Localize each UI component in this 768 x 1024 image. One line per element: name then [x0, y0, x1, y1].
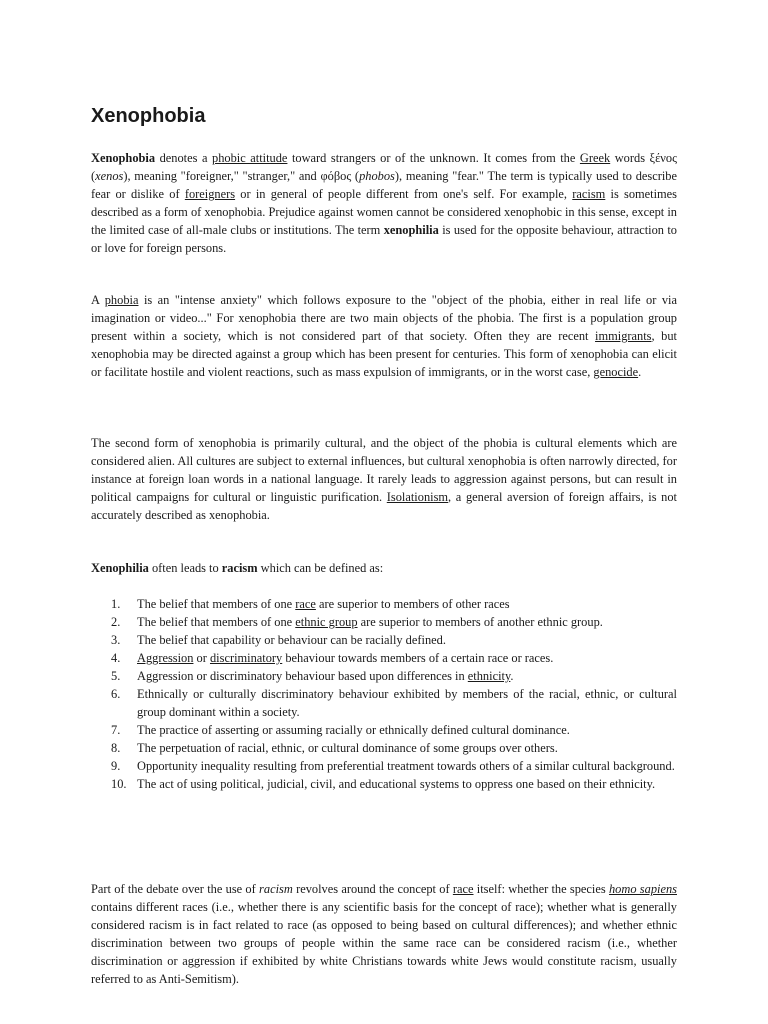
list-number: 7.	[111, 723, 121, 737]
list-number: 2.	[111, 615, 121, 629]
list-item	[91, 631, 677, 649]
text: A	[91, 293, 105, 307]
text: The second form of xenophobia is primarily cultural, and the object of the phobia is cultural elements which are considered alien. All cultures are subject to external influences, but cultural xenophobia is often narrowly directed, for instance at foreign loan words in a national language. It rarely leads to aggression against persons, but can result in political campaigns for cultural or linguistic purification.	[91, 436, 677, 504]
text: .	[510, 669, 514, 683]
term-xenophilia-2: Xenophilia	[91, 561, 149, 575]
text: are superior to members of other races	[315, 597, 510, 611]
text: is used for the opposite behaviour, attraction to or love for foreign persons.	[91, 223, 677, 255]
link-racism[interactable]: racism	[572, 187, 606, 201]
text: Ethnically or culturally discriminatory behaviour exhibited by members of the racial, ethnic, or cultural group dominant within a society.	[137, 687, 677, 719]
paragraph-definition	[91, 149, 677, 257]
list-number: 1.	[111, 597, 121, 611]
racism-definition-list	[91, 595, 677, 793]
text: Aggression or discriminatory behaviour based upon differences in	[137, 669, 468, 683]
term-phobos: phobos	[359, 169, 395, 183]
list-item	[91, 685, 677, 721]
link-race[interactable]: race	[295, 597, 316, 611]
text: denotes a	[155, 151, 213, 165]
page-title: Xenophobia	[91, 105, 206, 127]
link-discriminatory[interactable]: discriminatory	[209, 651, 283, 665]
list-item	[91, 757, 677, 775]
text: ), meaning "fear." The term is typically used to describe fear or dislike of	[91, 169, 678, 201]
list-number: 9.	[111, 759, 121, 773]
link-foreigners[interactable]: foreigners	[184, 187, 236, 201]
list-number: 8.	[111, 741, 121, 755]
link-ethnicity[interactable]: ethnicity	[467, 669, 511, 683]
link-phobic-attitude[interactable]: phobic attitude	[212, 151, 288, 165]
paragraph-race-debate	[91, 880, 677, 988]
link-phobia[interactable]: phobia	[104, 293, 139, 307]
link-homo-sapiens[interactable]	[609, 882, 677, 896]
text: often leads to	[148, 561, 222, 575]
list-item	[91, 649, 677, 667]
text: The perpetuation of racial, ethnic, or cultural dominance of some groups over others.	[137, 741, 558, 755]
list-number: 6.	[111, 687, 121, 701]
link-immigrants[interactable]: immigrants	[595, 329, 652, 343]
text: , a general aversion of foreign affairs, is not accurately described as xenophobia.	[91, 490, 677, 522]
link-ethnic-group[interactable]: ethnic group	[295, 615, 358, 629]
term-homo-sapiens: homo sapiens	[608, 882, 677, 896]
link-race-2[interactable]: race	[452, 882, 474, 896]
text: behaviour towards members of a certain race or races.	[282, 651, 554, 665]
list-number: 10.	[111, 777, 127, 791]
list-item	[91, 667, 677, 685]
link-genocide[interactable]: genocide	[593, 365, 639, 379]
list-item	[91, 721, 677, 739]
text: , but xenophobia may be directed against a group which has been present for centuries. This form of xenophobia can elicit or facilitate hostile and violent reactions, such as mass expulsion of immigrants, or in the worst case,	[91, 329, 678, 379]
text: The act of using political, judicial, civil, and educational systems to oppress one based on their ethnicity.	[137, 777, 656, 791]
text: The belief that members of one	[137, 597, 296, 611]
text: or	[193, 651, 210, 665]
list-number: 3.	[111, 633, 121, 647]
list-item	[91, 739, 677, 757]
text: The belief that capability or behaviour can be racially defined.	[137, 633, 446, 647]
text: is an "intense anxiety" which follows exposure to the "object of the phobia, either in real life or via imagination or video..." For xenophobia there are two main objects of the phobia. The first is a population group present within a society, which is not considered part of that society. Often they are recent	[91, 293, 677, 343]
text: or in general of people different from one's self. For example,	[235, 187, 573, 201]
text: ), meaning "foreigner," "stranger," and φόβος (	[123, 169, 360, 183]
list-number: 4.	[111, 651, 121, 665]
text: Part of the debate over the use of	[91, 882, 260, 896]
term-racism-italic: racism	[259, 882, 293, 896]
text: The practice of asserting or assuming racially or ethnically defined cultural dominance.	[137, 723, 570, 737]
paragraph-racism-intro	[91, 559, 677, 577]
term-xenophilia: xenophilia	[383, 223, 439, 237]
text: The belief that members of one	[137, 615, 296, 629]
text: are superior to members of another ethnic group.	[357, 615, 603, 629]
text: itself: whether the species	[473, 882, 609, 896]
text: contains different races (i.e., whether there is any scientific basis for the concept of race); whether what is generally considered racism is in fact related to race (as opposed to being based on cultural differences); and whether ethnic discrimination between two groups of people within the same race can be considered racism (i.e., whether discrimination or aggression if exhibited by white Christians towards white Jews would constitute racism, usually referred to as Anti-Semitism).	[91, 900, 677, 986]
paragraph-cultural	[91, 434, 677, 524]
text: which can be defined as:	[257, 561, 384, 575]
text: Opportunity inequality resulting from preferential treatment towards others of a similar cultural background.	[137, 759, 675, 773]
list-number: 5.	[111, 669, 121, 683]
term-xenophobia: Xenophobia	[91, 151, 156, 165]
text: words ξένος (	[91, 151, 677, 183]
paragraph-phobia	[91, 291, 677, 381]
text: toward strangers or of the unknown. It comes from the	[287, 151, 580, 165]
list-item	[91, 775, 677, 793]
link-isolationism[interactable]: Isolationism	[386, 490, 449, 504]
list-item	[91, 595, 677, 613]
link-aggression[interactable]: Aggression	[137, 651, 194, 665]
text: is sometimes described as a form of xenophobia. Prejudice against women cannot be considered xenophobic in this sense, except in the limited case of all-male clubs or institutions. The term	[91, 187, 678, 237]
text: revolves around the concept of	[292, 882, 453, 896]
term-xenos: xenos	[95, 169, 124, 183]
list-item	[91, 613, 677, 631]
link-greek[interactable]: Greek	[579, 151, 611, 165]
text: .	[638, 365, 642, 379]
term-racism: racism	[221, 561, 258, 575]
